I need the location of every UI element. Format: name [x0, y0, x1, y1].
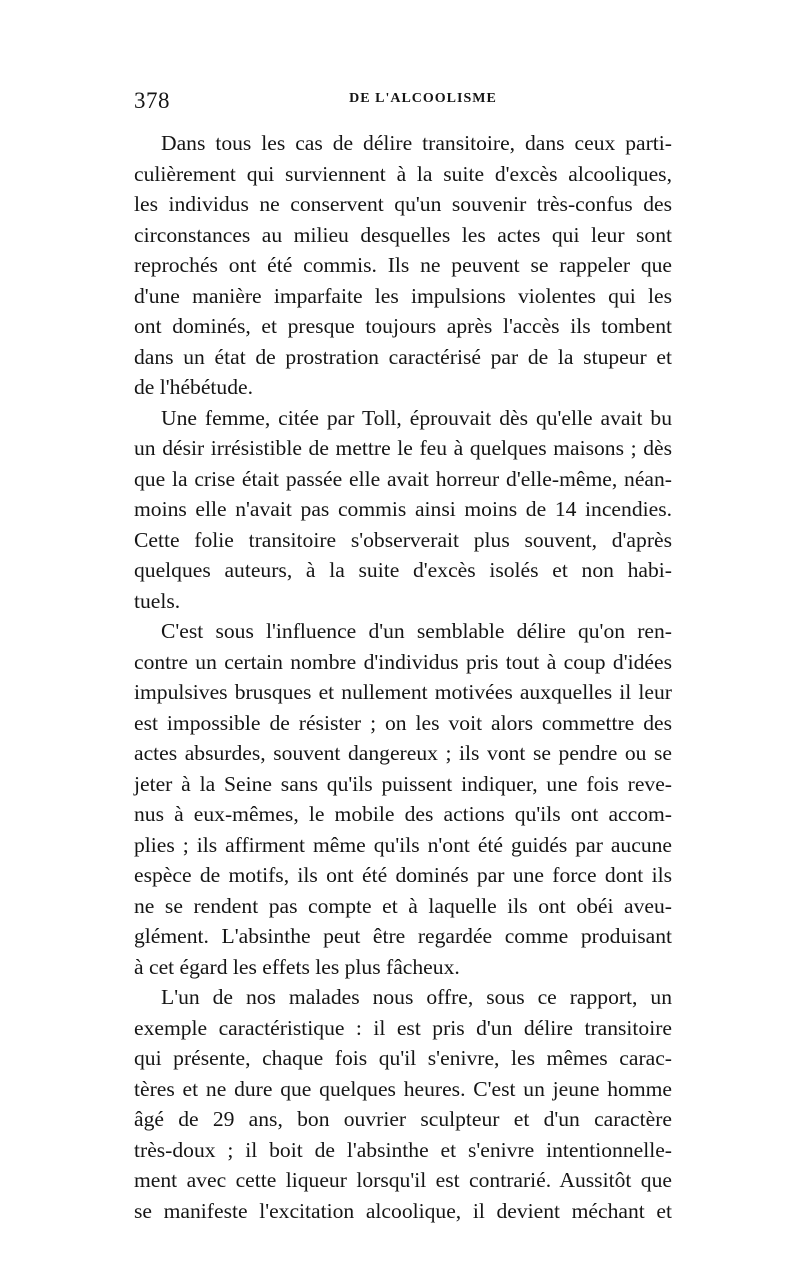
text-line: espèce de motifs, ils ont été dominés par une force dont ils — [134, 863, 672, 887]
paragraph — [134, 616, 672, 982]
text-line: à cet égard les effets les plus fâcheux. — [134, 954, 460, 979]
text-line: nus à eux-mêmes, le mobile des actions qu'ils ont accom- — [134, 802, 672, 826]
text-line: ont dominés, et presque toujours après l'accès ils tombent — [134, 314, 672, 338]
text-line: très-doux ; il boit de l'absinthe et s'enivre intentionnelle- — [134, 1137, 672, 1162]
text-line: plies ; ils affirment même qu'ils n'ont été guidés par aucune — [134, 832, 672, 857]
text-line: tuels. — [134, 588, 181, 613]
text-line: L'un de nos malades nous offre, sous ce rapport, un — [161, 985, 672, 1009]
text-line: tères et ne dure que quelques heures. C'est un jeune homme — [134, 1076, 672, 1101]
text-line: d'une manière imparfaite les impulsions violentes qui les — [134, 283, 672, 308]
text-line: Dans tous les cas de délire transitoire, dans ceux parti- — [161, 131, 672, 155]
text-line: dans un état de prostration caractérisé par de la stupeur et — [134, 344, 672, 369]
text-line: impulsives brusques et nullement motivées auxquelles il leur — [134, 680, 672, 704]
text-line: exemple caractéristique : il est pris d'un délire transitoire — [134, 1015, 672, 1040]
text-line: que la crise était passée elle avait horreur d'elle-même, néan- — [134, 466, 672, 491]
text-line: ment avec cette liqueur lorsqu'il est contrarié. Aussitôt que — [134, 1168, 672, 1192]
paragraph — [134, 982, 672, 1226]
text-line: Cette folie transitoire s'observerait plus souvent, d'après — [134, 527, 672, 552]
text-line: âgé de 29 ans, bon ouvrier sculpteur et d'un caractère — [134, 1107, 672, 1131]
text-line: contre un certain nombre d'individus pris tout à coup d'idées — [134, 649, 672, 674]
page-header — [134, 88, 672, 122]
text-line: circonstances au milieu desquelles les actes qui leur sont — [134, 222, 672, 247]
text-line: de l'hébétude. — [134, 375, 254, 399]
text-line: ne se rendent pas compte et à laquelle ils ont obéi aveu- — [134, 893, 672, 918]
text-line: quelques auteurs, à la suite d'excès isolés et non habi- — [134, 558, 672, 582]
paragraph — [134, 403, 672, 617]
text-line: qui présente, chaque fois qu'il s'enivre, les mêmes carac- — [134, 1046, 672, 1070]
text-line: se manifeste l'excitation alcoolique, il devient méchant et — [134, 1198, 672, 1223]
running-title: DE L'ALCOOLISME — [349, 91, 497, 106]
text-line: glément. L'absinthe peut être regardée comme produisant — [134, 924, 672, 948]
text-line: culièrement qui surviennent à la suite d'excès alcooliques, — [134, 161, 672, 186]
text-line: C'est sous l'influence d'un semblable délire qu'on ren- — [161, 619, 672, 643]
page-number: 378 — [134, 88, 170, 113]
book-page — [134, 88, 672, 1226]
text-line: est impossible de résister ; on les voit alors commettre des — [134, 710, 672, 735]
paragraph — [134, 128, 672, 403]
page-body — [134, 128, 672, 1226]
text-line: reprochés ont été commis. Ils ne peuvent se rappeler que — [134, 253, 672, 277]
text-line: les individus ne conservent qu'un souvenir très-confus des — [134, 192, 672, 216]
text-line: un désir irrésistible de mettre le feu à quelques maisons ; dès — [134, 436, 672, 460]
text-line: jeter à la Seine sans qu'ils puissent indiquer, une fois reve- — [134, 771, 672, 796]
text-line: moins elle n'avait pas commis ainsi moins de 14 incendies. — [134, 497, 672, 521]
text-line: Une femme, citée par Toll, éprouvait dès qu'elle avait bu — [161, 405, 672, 430]
text-line: actes absurdes, souvent dangereux ; ils vont se pendre ou se — [134, 741, 672, 765]
